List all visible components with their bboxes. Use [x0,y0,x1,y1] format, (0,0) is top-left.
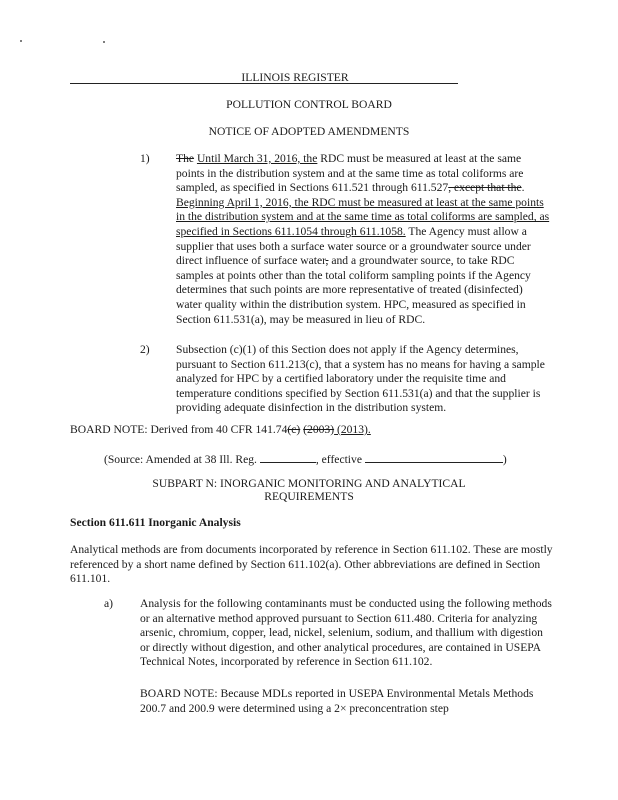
body-text: . [521,181,525,195]
board-title: POLLUTION CONTROL BOARD [226,98,392,111]
register-title: ILLINOIS REGISTER [241,71,349,84]
board-note: BOARD NOTE: Derived from 40 CFR 141.74(c) (2003) (2013). [70,423,371,436]
item-1-text [176,152,551,327]
item-number: 1) [140,152,150,165]
deleted-text: The [176,152,195,165]
item-a-text: Analysis for the following contaminants must be conducted using the following methods or an alternative method approved pursuant to Section 611.480. Criteria for analyzing arsenic, chromium, copper, lead, nickel, selenium, sodium, and thallium with digestion or directly without digestion, and other analytical procedures, are contained in USEPA Technical Notes, incorporated by reference in Section 611.102. [140,597,552,669]
subpart-title-cont: REQUIREMENTS [264,490,354,503]
deleted-text: , [325,254,329,268]
intro-paragraph: Analytical methods are from documents incorporated by reference in Section 611.102. These are mostly referenced by a short name defined by Section 611.102(a). Other abbreviations are defined in Section 611.101. [70,543,553,586]
source-line: (Source: Amended at 38 Ill. Reg. , effective ) [104,453,507,466]
deleted-text: (2003) [303,423,335,436]
item-number: 2) [140,343,150,356]
deleted-text: , except that the [448,181,522,195]
inserted-text: Until March 31, 2016, the [196,152,318,165]
body-text: The Agency must allow a supplier that uses both a surface water source or a groundwater source under direct influence of surface water [176,224,531,268]
notice-title: NOTICE OF ADOPTED AMENDMENTS [208,125,410,138]
board-note: BOARD NOTE: Because MDLs reported in USEPA Environmental Metals Methods 200.7 and 200.9 were determined using a 2× preconcentration step [140,687,534,715]
body-text: RDC must be measured at least at the same points in the distribution system and at the same time as total coliforms are sampled, as specified in Sections 611.521 through 611.527 [176,152,524,195]
body-text: and a groundwater source, to take RDC samples at points other than the total coliform sampling points if the Agency determines that such points are more representative of treated (disinfected) water quality within the distribution system. HPC, measured as specified in Section 611.531(a), may be measured in lieu of RDC. [176,254,531,326]
deleted-text: (c) [287,423,301,436]
scan-speck [20,40,22,42]
inserted-text: (2013). [334,423,371,436]
inserted-text: Beginning April 1, 2016, the RDC must be measured at least at the same points in the distribution system and at the same time as total coliforms are sampled, as specified in Sections 611.1054 through 611.1058. [176,195,550,238]
item-2-text: Subsection (c)(1) of this Section does not apply if the Agency determines, pursuant to Section 611.213(c), that a system has no means for having a sample analyzed for HPC by a certified laboratory under the requisite time and temperature conditions specified by Section 611.531(a) and that the supplier is providing adequate disinfection in the distribution system. [176,343,545,415]
subpart-title: SUBPART N: INORGANIC MONITORING AND ANALYTICAL [152,477,466,490]
scan-speck [103,41,105,43]
blank-line [365,451,503,463]
item-number: a) [104,597,114,610]
section-title: Section 611.611 Inorganic Analysis [70,516,241,529]
blank-line [260,451,316,463]
header-rule [70,83,458,84]
